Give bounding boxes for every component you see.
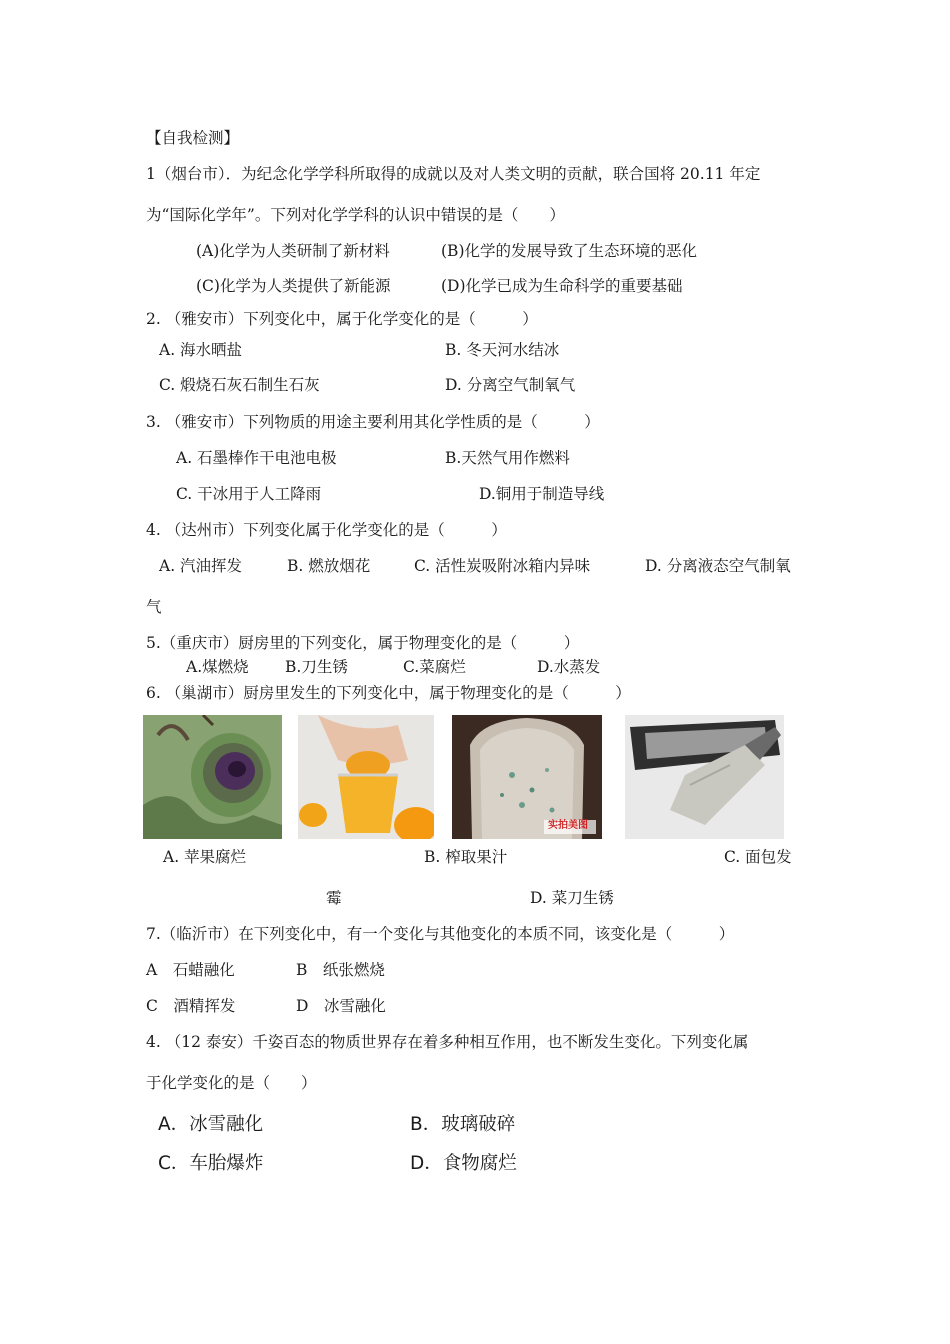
q8-stem-line2: 于化学变化的是（ ） <box>146 1074 317 1092</box>
q4-stem: 4. （达州市）下列变化属于化学变化的是（ ） <box>146 521 507 539</box>
q6-option-c-wrap: 霉 <box>326 889 342 907</box>
q3-stem: 3. （雅安市）下列物质的用途主要利用其化学性质的是（ ） <box>146 413 600 431</box>
q6-option-a: A. 苹果腐烂 <box>163 848 247 866</box>
q3-option-c: C. 干冰用于人工降雨 <box>176 485 322 503</box>
q5-option-a: A.煤燃烧 <box>186 658 249 676</box>
q2-option-b: B. 冬天河水结冰 <box>445 341 560 359</box>
q2-option-d: D. 分离空气制氧气 <box>445 376 576 394</box>
q4-option-b: B. 燃放烟花 <box>287 557 371 575</box>
q5-option-b: B.刀生锈 <box>285 658 348 676</box>
q3-option-b: B.天然气用作燃料 <box>445 449 570 467</box>
q6-stem: 6. （巢湖市）厨房里发生的下列变化中，属于物理变化的是（ ） <box>146 684 631 702</box>
q7-stem: 7.（临沂市）在下列变化中，有一个变化与其他变化的本质不同，该变化是（ ） <box>146 925 735 943</box>
q4-option-d: D. 分离液态空气制氧 <box>645 557 791 575</box>
q8-option-d: D．食物腐烂 <box>410 1153 517 1174</box>
juicing-orange-photo <box>298 715 434 839</box>
q6-option-b: B. 榨取果汁 <box>424 848 508 866</box>
q5-option-d: D.水蒸发 <box>537 658 601 676</box>
q7-option-c: C 酒精挥发 <box>146 997 236 1015</box>
moldy-bread-photo <box>452 715 602 839</box>
rotting-apple-photo <box>143 715 282 839</box>
q1-stem-line1: 1（烟台市）．为纪念化学学科所取得的成就以及对人类文明的贡献，联合国将 20.11 年定 <box>146 165 761 183</box>
photo-watermark: 实拍美图 <box>548 820 588 831</box>
q1-option-c: (C)化学为人类提供了新能源 <box>196 277 391 295</box>
q3-option-a: A. 石墨棒作干电池电极 <box>176 449 337 467</box>
section-title: 【自我检测】 <box>146 129 240 147</box>
q1-option-d: (D)化学已成为生命科学的重要基础 <box>441 277 683 295</box>
q3-option-d: D.铜用于制造导线 <box>479 485 605 503</box>
q8-stem-line1: 4. （12 泰安）千姿百态的物质世界存在着多种相互作用，也不断发生变化。下列变化属 <box>146 1033 749 1051</box>
q7-option-d: D 冰雪融化 <box>296 997 386 1015</box>
q4-option-d-wrap: 气 <box>146 598 162 616</box>
kitchen-knife-photo <box>625 715 784 839</box>
q7-option-a: A 石蜡融化 <box>146 961 235 979</box>
q2-option-c: C. 煅烧石灰石制生石灰 <box>159 376 320 394</box>
q1-stem-line2: 为“国际化学年”。下列对化学学科的认识中错误的是（ ） <box>146 206 565 224</box>
q5-stem: 5.（重庆市）厨房里的下列变化，属于物理变化的是（ ） <box>146 634 580 652</box>
q8-option-b: B．玻璃破碎 <box>410 1114 516 1135</box>
q6-option-d: D. 菜刀生锈 <box>530 889 614 907</box>
q2-option-a: A. 海水晒盐 <box>159 341 243 359</box>
q5-option-c: C.菜腐烂 <box>403 658 466 676</box>
q1-option-a: (A)化学为人类研制了新材料 <box>196 242 390 260</box>
q4-option-c: C. 活性炭吸附冰箱内异味 <box>414 557 591 575</box>
q8-option-a: A．冰雪融化 <box>158 1114 264 1135</box>
q6-option-c: C. 面包发 <box>724 848 792 866</box>
q7-option-b: B 纸张燃烧 <box>296 961 385 979</box>
q8-option-c: C．车胎爆炸 <box>158 1153 264 1174</box>
q2-stem: 2. （雅安市）下列变化中，属于化学变化的是（ ） <box>146 310 538 328</box>
q1-option-b: (B)化学的发展导致了生态环境的恶化 <box>441 242 697 260</box>
q4-option-a: A. 汽油挥发 <box>159 557 243 575</box>
